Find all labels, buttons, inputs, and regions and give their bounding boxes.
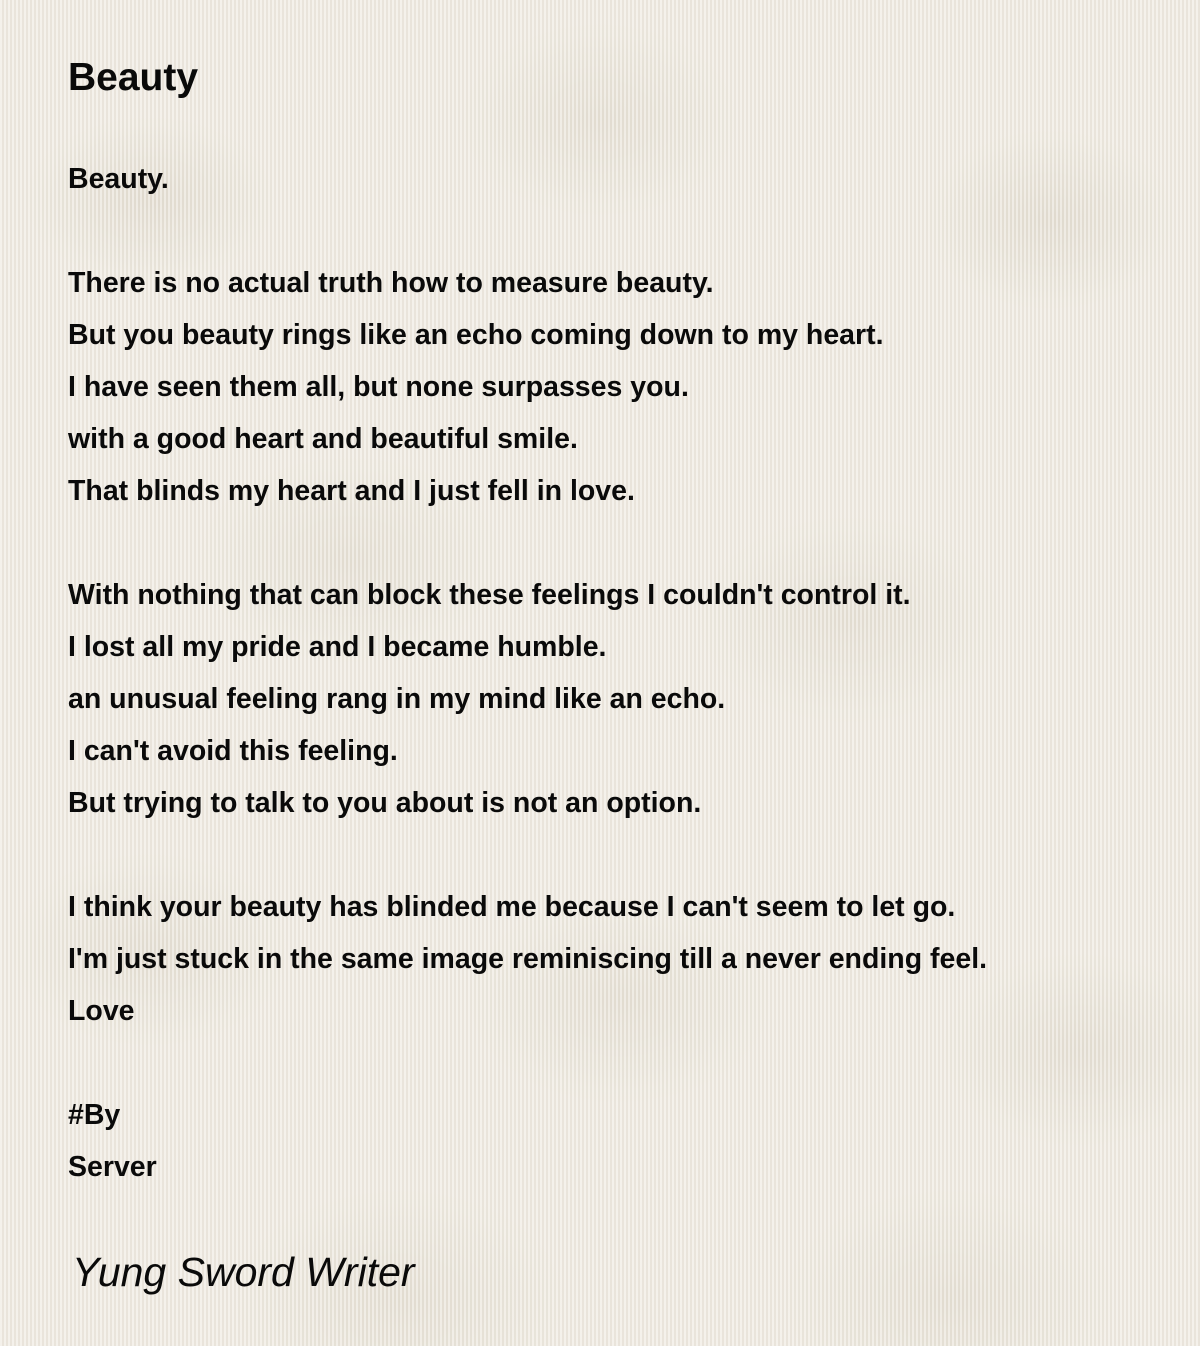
poem-line: I have seen them all, but none surpasses you. <box>68 371 689 403</box>
poem-line: But you beauty rings like an echo coming down to my heart. <box>68 319 884 351</box>
poem-line: an unusual feeling rang in my mind like an echo. <box>68 683 726 715</box>
poem-line: I can't avoid this feeling. <box>68 735 398 767</box>
poem-line: Beauty. <box>68 163 169 195</box>
poem-line: There is no actual truth how to measure beauty. <box>68 267 714 299</box>
poem-line: Love <box>68 995 135 1027</box>
poem-line <box>68 829 987 881</box>
poem-line: I lost all my pride and I became humble. <box>68 631 607 663</box>
poem-line: #By <box>68 1099 121 1131</box>
poem-line: with a good heart and beautiful smile. <box>68 423 578 455</box>
poem-line: I think your beauty has blinded me because I can't seem to let go. <box>68 891 956 923</box>
poem-title: Beauty <box>68 56 199 99</box>
author-name: Yung Sword Writer <box>72 1249 415 1295</box>
poem-line <box>68 517 987 569</box>
poem-line: Server <box>68 1151 157 1183</box>
poem-line <box>68 1037 987 1089</box>
poem-line <box>68 205 987 257</box>
poem-line: I'm just stuck in the same image reminiscing till a never ending feel. <box>68 943 988 975</box>
poem-line: That blinds my heart and I just fell in love. <box>68 475 635 507</box>
poem-line: With nothing that can block these feelings I couldn't control it. <box>68 579 911 611</box>
poem-line: But trying to talk to you about is not an option. <box>68 787 702 819</box>
poem-body <box>68 153 987 1193</box>
